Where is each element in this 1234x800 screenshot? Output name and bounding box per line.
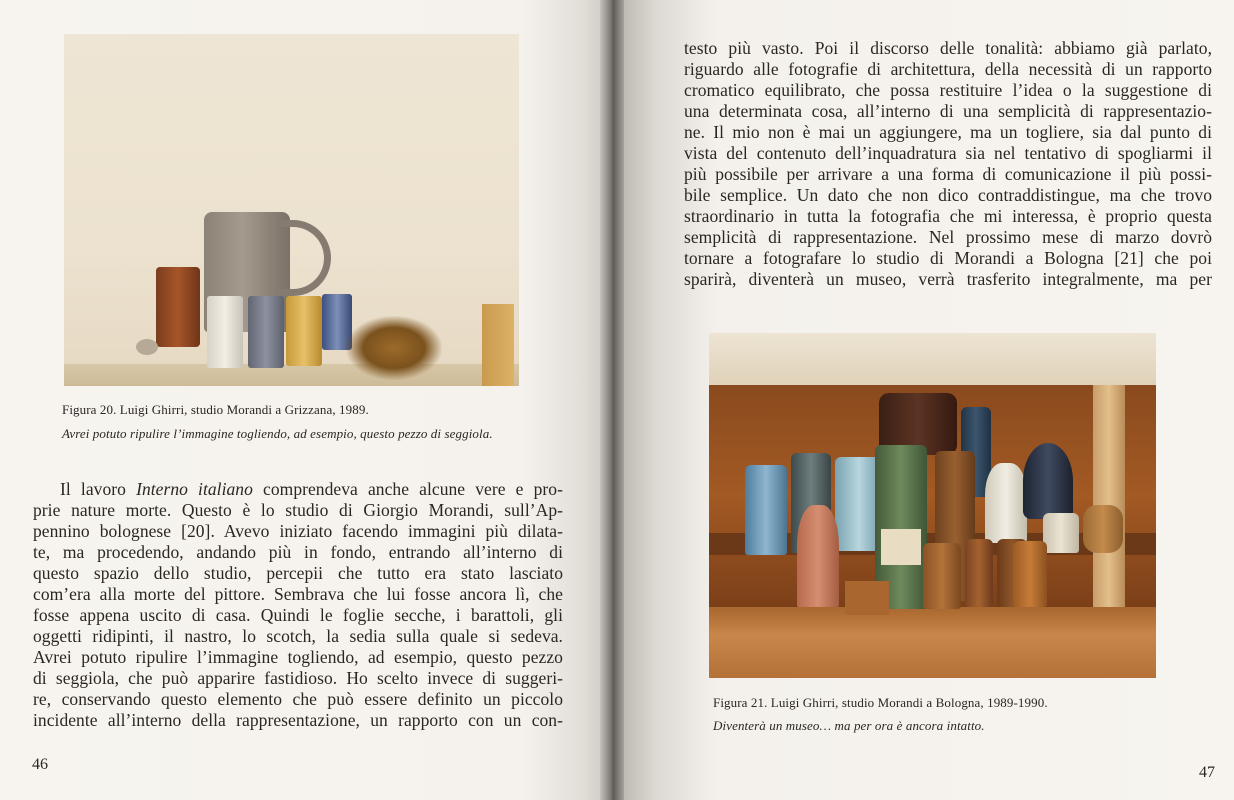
left-paragraph-line: te, ma procedendo, andando più in fondo, entrando all’interno di [33,542,563,562]
chair-fragment [482,304,514,386]
studio-wall [709,333,1156,385]
right-paragraph-line: tornare a fotografare lo studio di Morandi a Bologna [21] che poi [684,248,1212,268]
right-paragraph-line: più possibile per arrivare a una forma di comunicazione il più possi- [684,164,1212,184]
figure-21-caption: Figura 21. Luigi Ghirri, studio Morandi a Bologna, 1989-1990. [713,695,1048,710]
pitcher-handle [278,220,331,296]
left-paragraph-line-1: Il lavoro Interno italiano comprendeva anche alcune vere e pro- [60,479,563,499]
grey-canister [248,296,284,368]
copper-pot [156,267,200,347]
left-paragraph-line: incidente all’interno della rappresentazione, un rapporto con un con- [33,710,563,730]
left-paragraph-line: questo spazio dello studio, percepii che tutto era stato lasciato [33,563,563,583]
page-number-right: 47 [1199,764,1215,781]
white-cup [1043,513,1079,553]
table-top [64,364,519,386]
right-paragraph-line: riguardo alle fotografie di architettura, della necessità di un rapporto [684,59,1212,79]
right-paragraph-line: cromatico equilibrato, che possa restituire l’idea o la suggestione di [684,80,1212,100]
pink-cone-bottle [797,505,839,607]
orange-bottle [1013,541,1047,607]
figure-20-caption: Figura 20. Luigi Ghirri, studio Morandi a Grizzana, 1989. [62,402,369,417]
left-paragraph-line: prie nature morte. Questo è lo studio di Giorgio Morandi, sull’Ap- [33,500,563,520]
right-paragraph-line: ne. Il mio non è mai un aggiungere, ma un togliere, sia dal punto di [684,122,1212,142]
right-paragraph-line: bile semplice. Un dato che non dico contraddistingue, ma che trovo [684,185,1212,205]
brown-bottle [965,539,993,607]
dried-flowers [346,316,442,380]
white-canister [207,296,243,368]
book-gutter [600,0,624,800]
figure-21-photo [709,333,1156,678]
left-paragraph-line: com’era alla morte del pittore. Sembrava che lui fosse ancora lì, che [33,584,563,604]
dark-lamp [1023,443,1073,519]
page-number-left: 46 [32,756,48,773]
blue-vase [745,465,787,555]
right-paragraph-line: semplicità di rappresentazione. Nel prossimo mese di marzo dovrò [684,227,1212,247]
shelf-board [709,607,1156,678]
wooden-barrel [1083,505,1123,553]
white-goblet [985,463,1027,543]
left-paragraph-line: re, conservando questo elemento che può essere definito un piccolo [33,689,563,709]
left-paragraph-line: pennino bolognese [20]. Avevo iniziato facendo immagini più dilata- [33,521,563,541]
small-box [845,581,889,615]
right-paragraph-line: sparirà, diventerà un museo, verrà trasferito integralmente, ma per [684,269,1212,289]
bottle-label [881,529,921,565]
wooden-pillar [1093,385,1125,607]
left-paragraph-line: fosse appena uscito di casa. Quindi le foglie secche, i barattoli, gli [33,605,563,625]
right-paragraph-line: vista del contenuto dell’inquadratura sia nel tentativo di spogliarmi il [684,143,1212,163]
labelled-bottle [923,543,961,609]
right-paragraph-line: straordinario in tutta la fotografia che mi interessa, è proprio questa [684,206,1212,226]
figure-21-subcaption: Diventerà un museo… ma per ora è ancora intatto. [713,718,985,733]
left-paragraph-line: oggetti ridipinti, il nastro, lo scotch, la sedia sulla quale si sedeva. [33,626,563,646]
small-stone [136,339,158,355]
left-paragraph-line: Avrei potuto ripulire l’immagine togliendo, ad esempio, questo pezzo [33,647,563,667]
figure-20-subcaption: Avrei potuto ripulire l’immagine togliendo, ad esempio, questo pezzo di seggiola. [62,426,493,441]
yellow-canister [286,296,322,366]
figure-20-photo [64,34,519,386]
left-paragraph-line: di seggiola, che può apparire fastidioso. Ho scelto invece di suggeri- [33,668,563,688]
right-paragraph-line: una determinata cosa, all’interno di una semplicità di rappresentazio- [684,101,1212,121]
right-paragraph-line: testo più vasto. Poi il discorso delle tonalità: abbiamo già parlato, [684,38,1212,58]
